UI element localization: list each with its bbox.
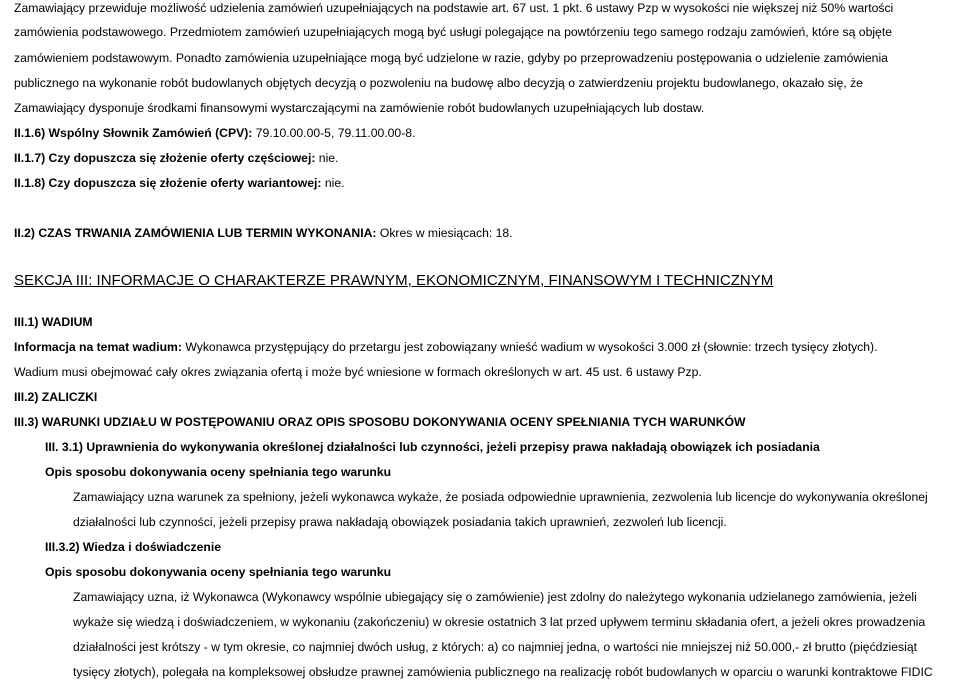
uprawnienia-heading: III. 3.1) Uprawnienia do wykonywania określonej działalności lub czynności, jeżeli przepisy prawa nakładają obowiązek ich posiadania bbox=[45, 440, 820, 454]
paragraph-line: Zamawiający dysponuje środkami finansowymi wystarczającymi na zamówienie robót budowlanych uzupełniających lub dostaw. bbox=[14, 101, 705, 115]
duration-line bbox=[14, 225, 513, 241]
wadium-info-line-2: Wadium musi obejmować cały okres związania ofertą i może być wniesione w formach określonych w art. 45 ust. 6 ustawy Pzp. bbox=[14, 365, 702, 379]
wadium-info-label: Informacja na temat wadium: bbox=[14, 340, 182, 354]
warunki-heading: III.3) WARUNKI UDZIAŁU W POSTĘPOWANIU ORAZ OPIS SPOSOBU DOKONYWANIA OCENY SPEŁNIANIA TYCH WARUNKÓW bbox=[14, 415, 746, 429]
wiedza-text-line: wykaże się wiedzą i doświadczeniem, w wykonaniu (zakończeniu) w okresie ostatnich 3 lat przed upływem terminu składania ofert, a jeżeli okres prowadzenia bbox=[73, 615, 926, 629]
wiedza-text-line: Zamawiający uzna, iż Wykonawca (Wykonawcy wspólnie ubiegający się o zamówienie) jest zdolny do należytego wykonania udzielanego zamówienia, jeżeli bbox=[73, 590, 917, 604]
paragraph-line: publicznego na wykonanie robót budowlanych objętych decyzją o pozwoleniu na budowę albo decyzją o zatwierdzeniu projektu budowlanego, okazało się, że bbox=[14, 76, 863, 90]
variant-offer-line bbox=[14, 175, 345, 191]
paragraph-line: zamówienia podstawowego. Przedmiotem zamówień uzupełniających mogą być usługi polegające na powtórzeniu tego samego rodzaju zamówień, które są objęte bbox=[14, 25, 892, 39]
paragraph-line: zamówieniem podstawowym. Ponadto zamówienia uzupełniające mogą być udzielone w razie, gdyby po przeprowadzeniu postępowania o udzielenie zamówienia bbox=[14, 51, 888, 65]
opis-sposobu-label: Opis sposobu dokonywania oceny spełniania tego warunku bbox=[45, 565, 392, 579]
uprawnienia-text-line: Zamawiający uzna warunek za spełniony, jeżeli wykonawca wykaże, że posiada odpowiednie uprawnienia, zezwolenia lub licencje do wykonywania określonej bbox=[73, 490, 928, 504]
section-iii-title: SEKCJA III: INFORMACJE O CHARAKTERZE PRAWNYM, EKONOMICZNYM, FINANSOWYM I TECHNICZNYM bbox=[14, 272, 774, 289]
uprawnienia-text-line: działalności lub czynności, jeżeli przepisy prawa nakładają obowiązek posiadania takich uprawnień, zezwoleń lub licencji. bbox=[73, 515, 727, 529]
zaliczki-heading: III.2) ZALICZKI bbox=[14, 390, 98, 404]
variant-offer-label: II.1.8) Czy dopuszcza się złożenie oferty wariantowej: bbox=[14, 176, 322, 190]
wiedza-text-line: działalności jest krótszy - w tym okresie, co najmniej dwóch usług, z których: a) co najmniej jedna, o wartości nie mniejszej niż 50.000,- zł brutto (pięćdziesiąt bbox=[73, 640, 918, 654]
partial-offer-line bbox=[14, 150, 338, 166]
partial-offer-value: nie. bbox=[315, 151, 339, 165]
wadium-info-line bbox=[14, 339, 878, 355]
opis-sposobu-label: Opis sposobu dokonywania oceny spełniania tego warunku bbox=[45, 465, 392, 479]
wadium-heading: III.1) WADIUM bbox=[14, 315, 93, 329]
cpv-label: II.1.6) Wspólny Słownik Zamówień (CPV): bbox=[14, 126, 253, 140]
cpv-line bbox=[14, 125, 415, 141]
wiedza-text-line: tysięcy złotych), polegała na kompleksowej obsłudze prawnej zamówienia publicznego na realizację robót budowlanych w oparciu o warunki kontraktowe FIDIC bbox=[73, 665, 933, 679]
wiedza-heading: III.3.2) Wiedza i doświadczenie bbox=[45, 540, 221, 554]
variant-offer-value: nie. bbox=[321, 176, 345, 190]
paragraph-line: Zamawiający przewiduje możliwość udzielenia zamówień uzupełniających na podstawie art. 67 ust. 1 pkt. 6 ustawy Pzp w wysokości nie większej niż 50% wartości bbox=[14, 1, 894, 15]
duration-value: Okres w miesiącach: 18. bbox=[376, 226, 513, 240]
cpv-value: 79.10.00.00-5, 79.11.00.00-8. bbox=[252, 126, 416, 140]
partial-offer-label: II.1.7) Czy dopuszcza się złożenie oferty częściowej: bbox=[14, 151, 316, 165]
wadium-info-value: Wykonawca przystępujący do przetargu jest zobowiązany wnieść wadium w wysokości 3.000 zł (słownie: trzech tysięcy złotych). bbox=[181, 340, 878, 354]
duration-label: II.2) CZAS TRWANIA ZAMÓWIENIA LUB TERMIN WYKONANIA: bbox=[14, 226, 377, 240]
